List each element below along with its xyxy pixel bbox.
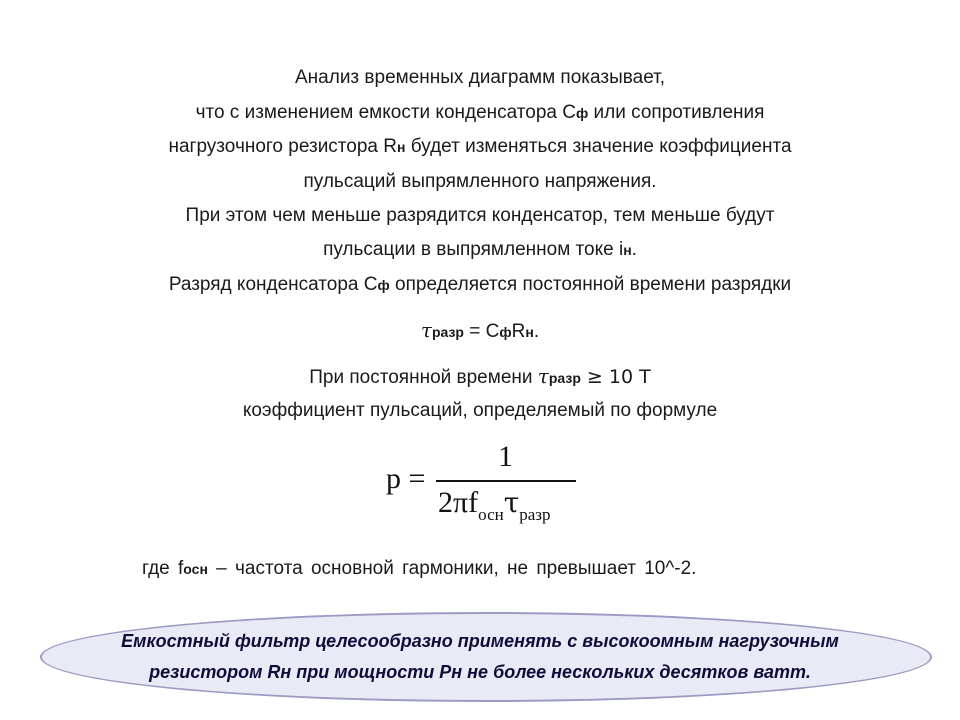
condition-relation: ≥ 10 Т [580,366,651,388]
formula-den-sub2: разр [519,505,551,524]
text-current-a: пульсации в выпрямленном токе i [323,239,624,260]
text-capacitance-b: или сопротивления [588,102,765,123]
text-line-analysis [0,66,960,90]
where-subscript: осн [183,561,208,577]
subscript-n-current: н [623,242,632,258]
text-line-current [0,238,960,262]
where-prefix: где f [142,558,184,579]
text-coefficient: коэффициент пульсаций, определяемый по формуле [242,400,718,421]
formula-numerator: 1 [498,440,513,473]
where-text: – частота основной гармоники, не превышает 10^-2. [207,558,697,579]
condition-tau: τ [537,364,549,388]
text-line-time-constant [0,273,960,297]
text-line-discharge [0,204,960,228]
condition-subscript: разр [548,370,581,386]
text-line-ripple [0,170,960,194]
subscript-f: ф [576,105,589,121]
text-resistor-b: будет изменяться значение коэффициента [405,136,792,157]
formula-den-tau: τ [503,486,520,519]
note-line-2: резистором Rн при мощности Pн не более нескольких десятков ватт. [149,662,811,682]
text-resistor-a: нагрузочного резистора R [168,136,397,157]
tau-subscript: разр [431,324,464,340]
text-line-condition [0,364,960,390]
note-line-1: Емкостный фильтр целесообразно применять с высокоомным нагрузочным [121,631,839,651]
formula-den-prefix: 2πf [438,486,479,519]
text-line-resistor [0,135,960,159]
formula-lhs: p = [386,462,426,495]
text-line-coefficient [0,399,960,423]
condition-prefix: При постоянной времени [309,367,538,388]
tau-r-subscript: н [525,324,534,340]
tau-c-subscript: ф [499,324,512,340]
text-analysis: Анализ временных диаграмм показывает, [295,67,665,88]
formula-denominator [438,486,551,524]
ripple-formula [378,440,598,530]
text-capacitance-a: что с изменением емкости конденсатора С [195,102,576,123]
tau-formula [0,318,960,344]
subscript-f-2: ф [377,277,390,293]
text-current-b: . [631,239,637,260]
fraction-bar [436,480,576,482]
text-line-capacitance [0,101,960,125]
text-time-constant-b: определяется постоянной времени разрядки [389,274,792,295]
text-ripple: пульсаций выпрямленного напряжения. [303,171,657,192]
text-discharge: При этом чем меньше разрядится конденсатор, тем меньше будут [185,205,775,226]
subscript-n: н [397,139,406,155]
tau-r: R [511,321,526,342]
tau-end: . [533,321,540,342]
note-ellipse [40,612,932,702]
formula-den-sub1: осн [478,505,504,524]
tau-symbol: τ [420,318,432,342]
text-line-where [142,558,696,580]
text-time-constant-a: Разряд конденсатора С [168,274,378,295]
tau-eq: = С [464,321,500,342]
